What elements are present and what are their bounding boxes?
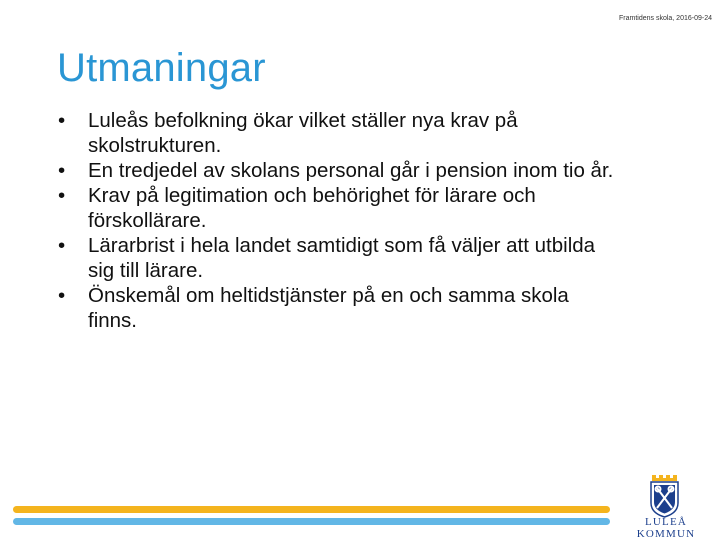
list-item	[58, 233, 618, 283]
list-item	[58, 158, 618, 183]
bullet-dot: •	[58, 234, 66, 257]
bullet-dot: •	[58, 159, 66, 182]
list-item	[58, 183, 618, 233]
bullet-list	[58, 108, 618, 333]
bullet-text: Krav på legitimation och behörighet för lärare och förskollärare.	[88, 184, 536, 232]
bullet-text: En tredjedel av skolans personal går i pension inom tio år.	[88, 159, 614, 182]
slide-title: Utmaningar	[57, 46, 266, 90]
logo-wordmark: LULEÅ KOMMUN	[636, 516, 696, 540]
list-item	[58, 108, 618, 158]
bullet-dot: •	[58, 284, 66, 307]
bullet-text: Luleås befolkning ökar vilket ställer nya krav på skolstrukturen.	[88, 109, 518, 157]
bullet-text: Lärarbrist i hela landet samtidigt som få väljer att utbilda sig till lärare.	[88, 234, 596, 282]
header-note: Framtidens skola, 2016-09-24	[619, 15, 712, 22]
bullet-dot: •	[58, 109, 66, 132]
footer-stripe-blue	[13, 518, 610, 525]
footer-stripe-orange	[13, 506, 610, 513]
bullet-text: Önskemål om heltidstjänster på en och samma skola finns.	[88, 284, 569, 332]
bullet-dot: •	[58, 184, 66, 207]
list-item	[58, 283, 618, 333]
